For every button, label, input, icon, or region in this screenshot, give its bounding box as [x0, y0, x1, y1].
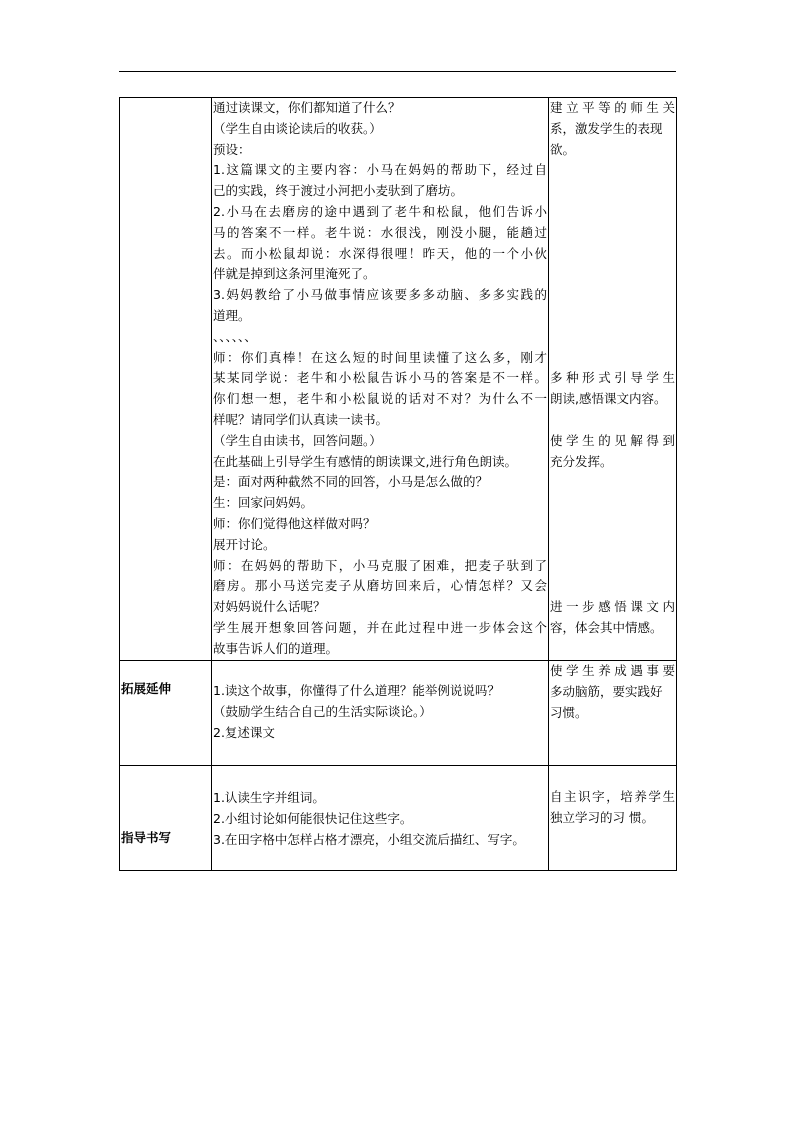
note-line: 使学生养成遇事要 — [550, 663, 675, 678]
note-line: 充分发挥。 — [550, 453, 613, 469]
content-line: 通过读课文，你们都知道了什么？ — [213, 100, 401, 115]
note-line: 习惯。 — [550, 704, 588, 720]
content-line: 预设： — [213, 141, 251, 157]
table-row — [120, 98, 677, 661]
content-line: 2.小马在去磨房的途中遇到了老牛和松鼠，他们告诉小 — [213, 203, 547, 219]
content-line: 展开讨论。 — [213, 536, 276, 552]
row-label-cell: 拓展延伸 — [120, 661, 212, 766]
content-line: （学生自由谈论读后的收获。） — [213, 120, 382, 136]
content-cell — [212, 98, 549, 661]
notes-block — [550, 98, 675, 160]
note-line: 建立平等的师生关 — [550, 100, 675, 115]
note-line: 多动脑筋，要实践好 — [550, 683, 663, 699]
table-row — [120, 661, 677, 766]
note-line: 自主识字，培养学生 — [550, 789, 675, 804]
notes-block — [550, 597, 675, 639]
content-line: 生：回家问妈妈。 — [213, 495, 314, 511]
notes-block — [550, 368, 675, 410]
content-line: 1.读这个故事，你懂得了什么道理？能举例说说吗？ — [213, 683, 500, 698]
content-line: 、、、、、、 — [213, 328, 257, 344]
content-line: 样呢？请同学们认真读一读书。 — [213, 411, 389, 427]
note-line: 使学生的见解得到 — [550, 433, 675, 448]
content-line: 3.妈妈教给了小马做事情应该要多多动脑、多多实践的 — [213, 287, 547, 303]
content-line: 道理。 — [213, 307, 251, 323]
header-rule — [119, 71, 676, 72]
notes-block — [550, 431, 675, 473]
content-line: 己的实践，终于渡过小河把小麦驮到了磨坊。 — [213, 183, 464, 199]
row-label-cell — [120, 98, 212, 661]
content-line: 1.认读生字并组词。 — [213, 790, 325, 805]
content-cell — [212, 661, 549, 766]
note-line: 欲。 — [550, 141, 576, 157]
content-line: 学生展开想象回答问题，并在此过程中进一步体会这个 — [213, 619, 547, 635]
content-line: 2.小组讨论如何能很快记住这些字。 — [213, 810, 413, 826]
content-line: 对妈妈说什么话呢？ — [213, 599, 326, 615]
note-line: 进一步感悟课文内 — [550, 599, 675, 614]
content-cell — [212, 766, 549, 871]
table-row — [120, 766, 677, 871]
note-line: 独立学习的习 惯。 — [550, 809, 654, 825]
note-line: 朗读,感悟课文内容。 — [550, 390, 667, 406]
content-line: 师：你们真棒！在这么短的时间里读懂了这么多，刚才 — [213, 349, 547, 365]
content-line: 磨房。那小马送完麦子从磨坊回来后，心情怎样？又会 — [213, 578, 547, 594]
content-line: 故事告诉人们的道理。 — [213, 640, 339, 656]
content-line: 2.复述课文 — [213, 724, 275, 740]
content-line: 师：你们觉得他这样做对吗？ — [213, 515, 376, 531]
content-line: 师：在妈妈的帮助下，小马克服了困难，把麦子驮到了 — [213, 557, 547, 573]
content-line: （鼓励学生结合自己的生活实际谈论。） — [213, 703, 432, 719]
notes-cell — [549, 766, 677, 871]
notes-cell — [549, 98, 677, 661]
content-line: 伴就是掉到这条河里淹死了。 — [213, 266, 376, 282]
content-line: （学生自由读书，回答问题。） — [213, 432, 382, 448]
note-line: 多种形式引导学生 — [550, 370, 675, 385]
notes-cell — [549, 661, 677, 766]
content-line: 某某同学说：老牛和小松鼠告诉小马的答案是不一样。 — [213, 370, 547, 386]
lesson-plan-table — [119, 97, 677, 871]
content-line: 你们想一想，老牛和小松鼠说的话对不对？为什么不一 — [213, 391, 547, 407]
content-line: 3.在田字格中怎样占格才漂亮，小组交流后描红、写字。 — [213, 831, 525, 847]
content-line: 马的答案不一样。老牛说：水很浅，刚没小腿，能趟过 — [213, 224, 547, 240]
content-line: 是：面对两种截然不同的回答，小马是怎么做的？ — [213, 474, 489, 490]
content-line: 去。而小松鼠却说：水深得很哩！昨天，他的一个小伙 — [213, 245, 547, 261]
note-line: 容，体会其中情感。 — [550, 619, 663, 635]
row-label-cell: 指导书写 — [120, 766, 212, 871]
content-line: 在此基础上引导学生有感情的朗读课文,进行角色朗读。 — [213, 453, 517, 469]
content-line: 1.这篇课文的主要内容：小马在妈妈的帮助下，经过自 — [213, 162, 547, 178]
note-line: 系，激发学生的表现 — [550, 120, 663, 136]
